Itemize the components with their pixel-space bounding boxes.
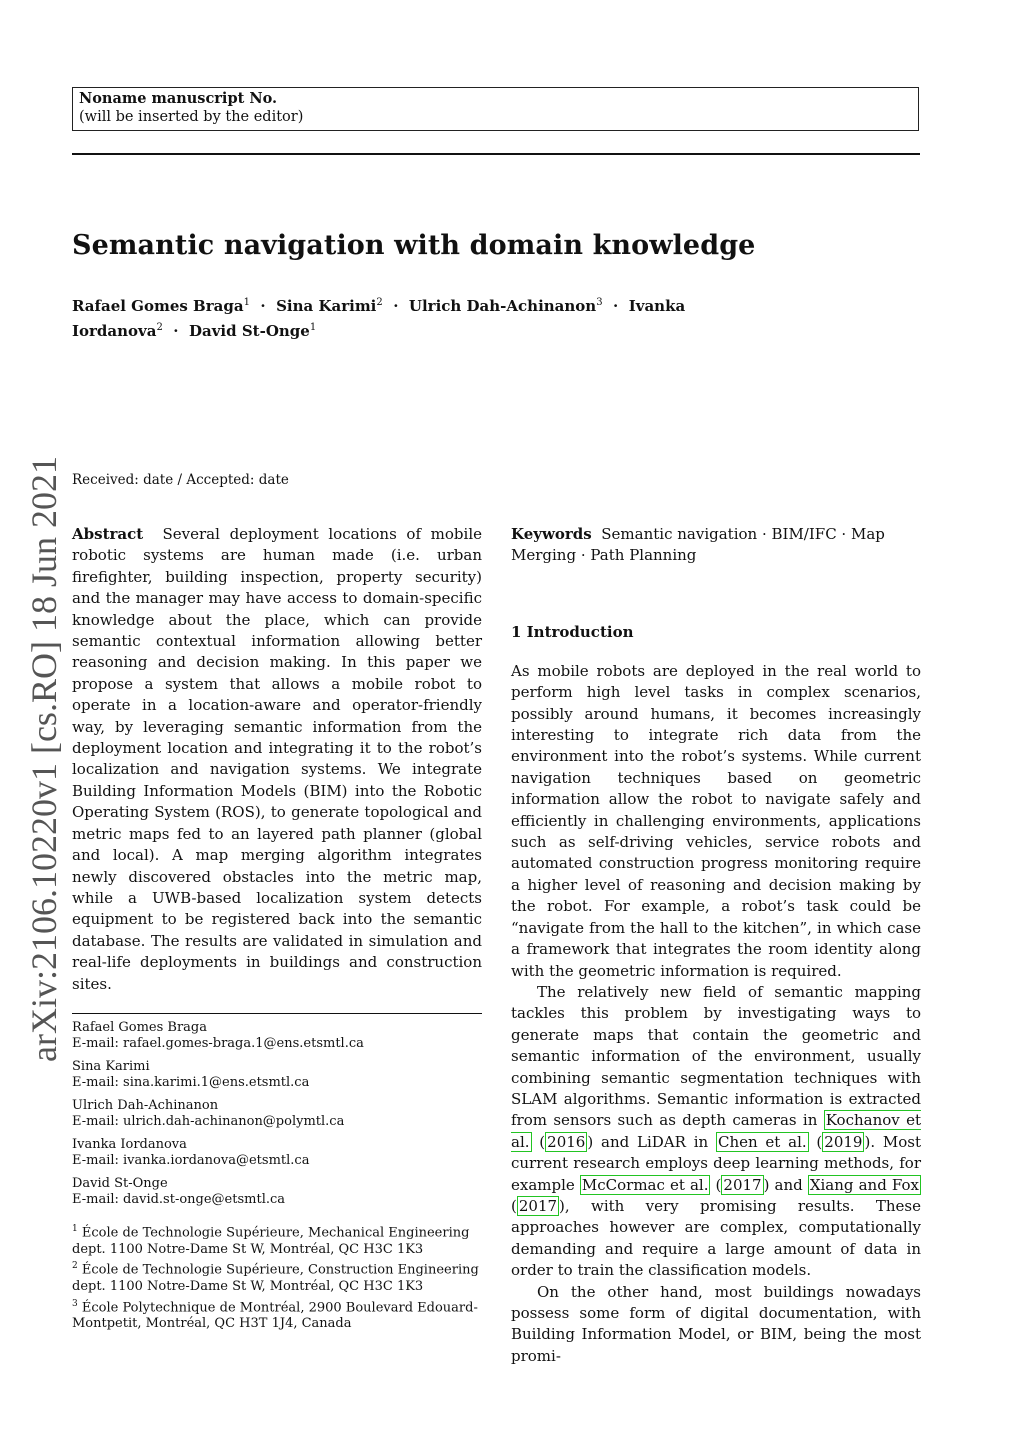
keywords-text: Semantic navigation · BIM/IFC · Map Merging · Path Planning xyxy=(511,525,885,565)
citation-link[interactable]: Kochanov et al. xyxy=(511,1111,921,1151)
arxiv-stamp: arXiv:2106.10220v1 [cs.RO] 18 Jun 2021 xyxy=(24,456,64,1062)
author-affiliation: 3 xyxy=(596,297,603,308)
contact-block xyxy=(72,1176,482,1209)
affiliation-number: 1 xyxy=(72,1223,78,1234)
citation-year-link[interactable]: 2019 xyxy=(824,1132,863,1151)
keywords-label: Keywords xyxy=(511,525,592,543)
affiliation-number: 2 xyxy=(72,1261,78,1272)
intro-text: The relatively new field of semantic mapping tackles this problem by investigating ways to generate maps that contain the geometric and semantic information of the environment, usually combining semantic segmentation techniques with SLAM algorithms. Semantic information is extracted from sensors such as depth cameras in xyxy=(511,982,921,1130)
author-affiliation: 1 xyxy=(243,297,250,308)
author-affiliation: 1 xyxy=(309,322,317,333)
affiliation xyxy=(72,1221,482,1258)
header-rule xyxy=(72,153,920,155)
contact-block xyxy=(72,1137,482,1170)
affiliation-text: École Polytechnique de Montréal, 2900 Boulevard Edouard-Montpetit, Montréal, QC H3T 1J4, Canada xyxy=(72,1299,478,1332)
author-name: Ivanka Iordanova xyxy=(72,297,686,340)
contact-block xyxy=(72,1059,482,1092)
contact-email: E-mail: rafael.gomes-braga.1@ens.etsmtl.ca xyxy=(72,1036,364,1052)
intro-paragraph-1: As mobile robots are deployed in the real world to perform high level tasks in complex scenarios, possibly around humans, it becomes increasingly interesting to integrate rich data from the environment into the robot’s systems. While current navigation techniques based on geometric information allow the robot to navigate safely and efficiently in challenging environments, applications such as self-driving vehicles, service robots and automated construction progress monitoring require a higher level of reasoning and decision making by the robot. For example, a robot’s task could be “navigate from the hall to the kitchen”, in which case a framework that integrates the room identity along with the geometric information is required. xyxy=(511,661,921,980)
paper-title: Semantic navigation with domain knowledge xyxy=(72,230,756,261)
contact-name: Ulrich Dah-Achinanon xyxy=(72,1097,219,1113)
editor-note: (will be inserted by the editor) xyxy=(79,109,304,125)
contact-email: E-mail: ulrich.dah-achinanon@polymtl.ca xyxy=(72,1114,345,1130)
intro-text: , with very promising results. These approaches however are complex, computationally demanding and require a large amount of data in order to train the classification models. xyxy=(511,1196,921,1280)
intro-text: . Most current research employs deep learning methods, for example xyxy=(511,1132,922,1194)
intro-paragraph-3: On the other hand, most buildings nowadays possess some form of digital documentation, with Building Information Model, or BIM, being the most promi- xyxy=(511,1282,921,1365)
affiliation xyxy=(72,1258,482,1295)
abstract-text: Several deployment locations of mobile robotic systems are human made (i.e. urban firefighter, building inspection, property security) and the manager may have access to domain-specific knowledge about the place, which can provide semantic contextual information allowing better reasoning and decision making. In this paper we propose a system that allows a mobile robot to operate in a location-aware and operator-friendly way, by leveraging semantic information from the deployment location and integrating it to the robot’s localization and navigation systems. We integrate Building Information Models (BIM) into the Robotic Operating System (ROS), to generate topological and metric maps fed to an layered path planner (global and local). A map merging algorithm integrates newly discovered obstacles into the metric map, while a UWB-based localization system detects equipment to be registered back into the semantic database. The results are validated in simulation and real-life deployments in buildings and construction sites. xyxy=(72,525,482,993)
left-column xyxy=(72,524,482,1333)
received-date: Received: date / Accepted: date xyxy=(72,472,289,488)
contact-name: Ivanka Iordanova xyxy=(72,1136,187,1152)
manuscript-number: Noname manuscript No. xyxy=(79,90,278,107)
citation-year-link[interactable]: 2016 xyxy=(547,1132,586,1151)
contact-block xyxy=(72,1098,482,1131)
affiliation-text: École de Technologie Supérieure, Mechanical Engineering dept. 1100 Notre-Dame St W, Montréal, QC H3C 1K3 xyxy=(72,1225,470,1257)
right-column xyxy=(511,524,921,1367)
author-name: David St-Onge xyxy=(188,322,310,340)
abstract-label: Abstract xyxy=(72,525,144,543)
abstract xyxy=(72,524,482,995)
manuscript-header-box xyxy=(72,87,919,131)
affiliation-number: 3 xyxy=(72,1298,78,1309)
keywords xyxy=(511,524,921,567)
affiliation-text: École de Technologie Supérieure, Construction Engineering dept. 1100 Notre-Dame St W, Montréal, QC H3C 1K3 xyxy=(72,1262,479,1295)
contact-block xyxy=(72,1020,482,1053)
author-name: Rafael Gomes Braga xyxy=(72,297,244,315)
citation-link[interactable]: Chen et al. xyxy=(717,1132,807,1151)
contact-email: E-mail: sina.karimi.1@ens.etsmtl.ca xyxy=(72,1075,310,1091)
author-list: Rafael Gomes Braga$^1$ · Sina Karimi$^2$ · Ulrich Dah-Achinanon$^3$ · Ivanka Iordanova$^2$ · David St-Onge$^1$ xyxy=(72,297,686,340)
author-affiliation: 2 xyxy=(156,322,163,333)
citation-year-link[interactable]: 2017 xyxy=(518,1196,558,1215)
section-heading-introduction: 1 Introduction xyxy=(511,622,634,641)
author-affiliation: 2 xyxy=(376,297,383,308)
citation-link[interactable]: McCormac et al. xyxy=(581,1175,709,1194)
affiliation xyxy=(72,1296,482,1333)
citation-link[interactable]: Xiang and Fox xyxy=(809,1175,919,1194)
footnote-rule xyxy=(72,1013,482,1014)
contact-email: E-mail: david.st-onge@etsmtl.ca xyxy=(72,1192,286,1208)
author-name: Sina Karimi xyxy=(276,297,377,315)
intro-paragraph-2: The relatively new field of semantic mapping tackles this problem by investigating ways to generate maps that contain the geometric and semantic information of the environment, usually combining semantic segmentation techniques with SLAM algorithms. Semantic information is extracted from sensors such as depth cameras in Kochanov et al. ( 2016 ) and LiDAR in Chen et al. ( 2019 ). Most current research employs deep learning methods, for example McCormac et al. ( 2017 ) and Xiang and Fox ( 2017 ), with very promising results. These approaches however are complex, computationally demanding and require a large amount of data in order to train the classification models. xyxy=(511,982,922,1280)
contact-name: Rafael Gomes Braga xyxy=(72,1019,208,1035)
intro-text: and xyxy=(769,1175,808,1194)
intro-text: and LiDAR in xyxy=(593,1132,716,1151)
contact-email: E-mail: ivanka.iordanova@etsmtl.ca xyxy=(72,1153,310,1169)
citation-year-link[interactable]: 2017 xyxy=(723,1175,762,1194)
contact-name: Sina Karimi xyxy=(72,1058,150,1074)
contact-name: David St-Onge xyxy=(72,1175,168,1191)
author-name: Ulrich Dah-Achinanon xyxy=(408,297,597,315)
